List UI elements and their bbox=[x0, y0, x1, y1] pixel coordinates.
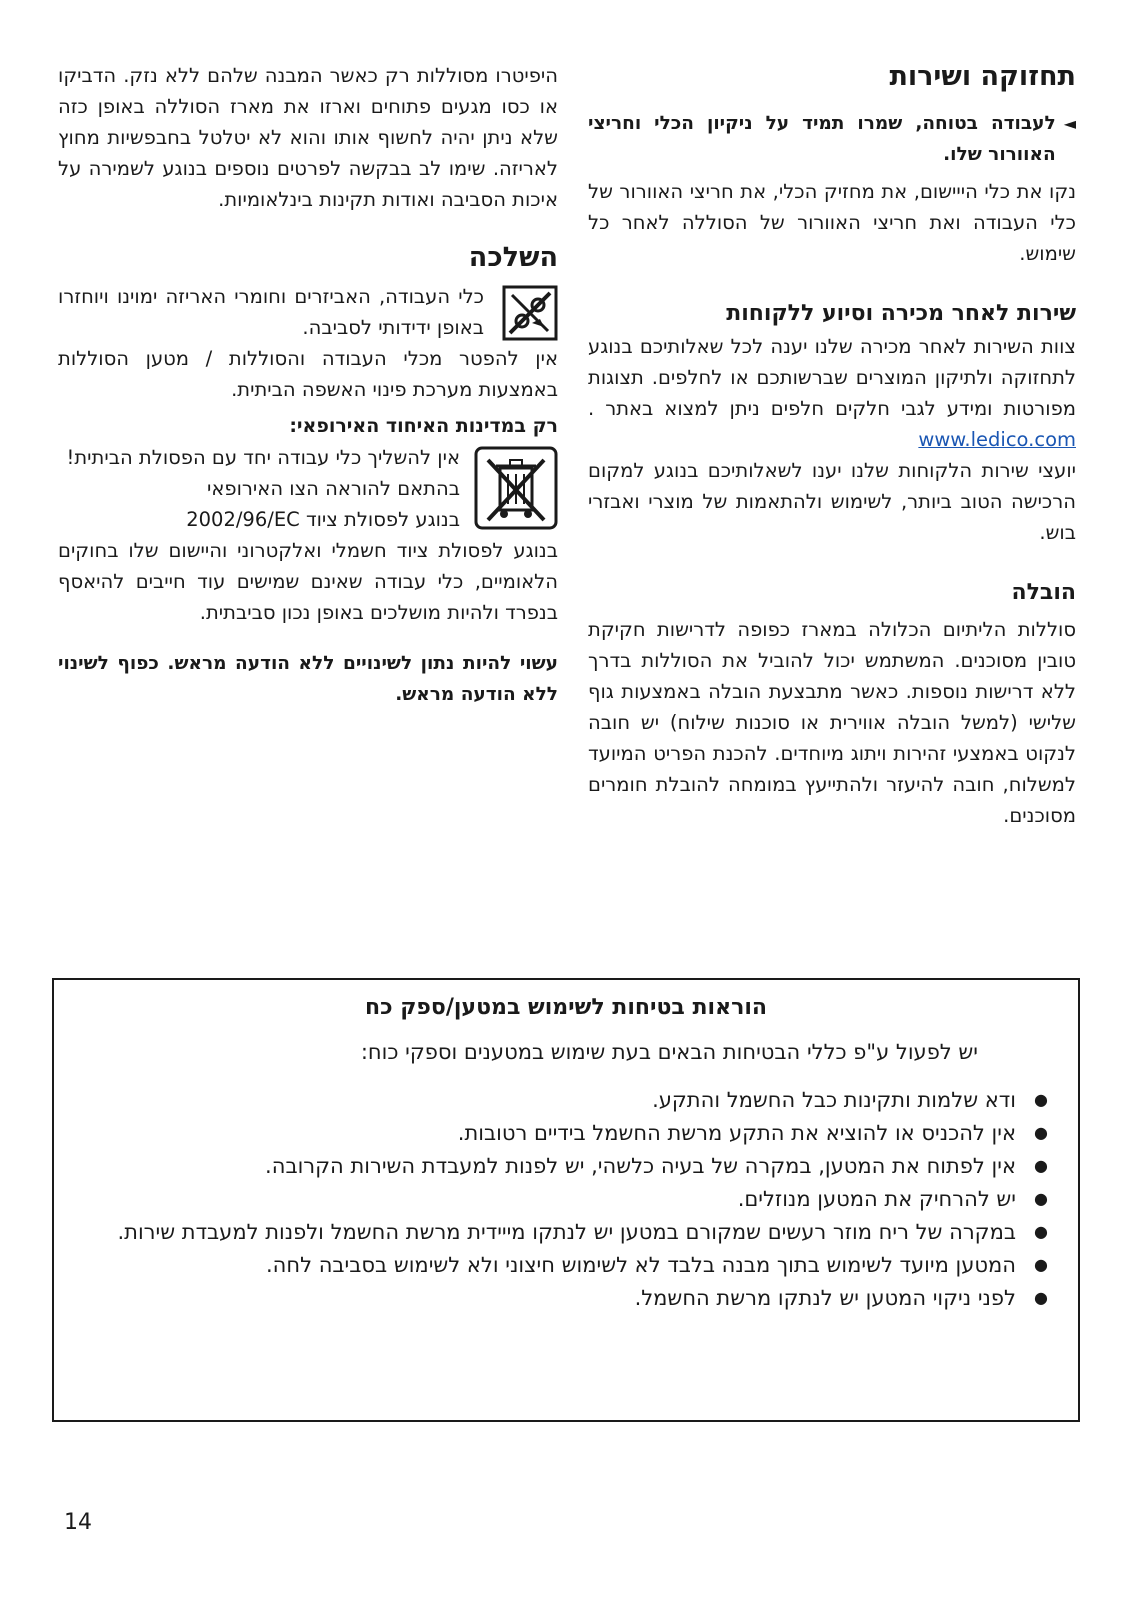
bullet-icon: ● bbox=[1034, 1189, 1048, 1208]
bullet-icon: ● bbox=[1034, 1123, 1048, 1142]
list-item-text: במקרה של ריח מוזר רעשים שמקורם במטען יש לנתקו מייידית מרשת החשמל ולפנות למעבדת שירות. bbox=[117, 1220, 1016, 1244]
list-item bbox=[80, 1216, 1052, 1248]
safety-intro: יש לפעול ע"פ כללי הבטיחות הבאים בעת שימוש במטענים וספקי כוח: bbox=[360, 1040, 978, 1064]
eu-body-b-text: בהתאם להוראה הצו האירופאי bbox=[207, 477, 460, 500]
maintenance-note bbox=[588, 108, 1076, 170]
list-item bbox=[80, 1117, 1052, 1149]
service-body-2: יועצי שירות הלקוחות שלנו יענו לשאלותיכם בנוגע למקום הרכישה הטוב ביותר, לשימוש ולהתאמות של מוצרי ואבזרי בוש. bbox=[588, 459, 1076, 544]
list-item-text: לפני ניקוי המטען יש לנתקו מרשת החשמל. bbox=[634, 1286, 1016, 1310]
list-item-text: אין להכניס או להוציא את התקע מרשת החשמל בידיים רטובות. bbox=[457, 1121, 1016, 1145]
bullet-icon: ● bbox=[1034, 1090, 1048, 1109]
list-item bbox=[80, 1282, 1052, 1314]
list-item-text: יש להרחיק את המטען מנוזלים. bbox=[737, 1187, 1016, 1211]
disposal-block bbox=[58, 281, 558, 405]
tools-recycle-icon bbox=[502, 285, 558, 341]
transport-body: סוללות הליתיום הכלולה במארז כפופה לדרישות חקיקת טובין מסוכנים. המשתמש יכול להוביל את הסוללות בדרך ללא דרישות נוספות. כאשר מתבצעת הובלה באמצעות גוף שלישי (למשל הובלה אווירית או סוכנות שילוח) יש חובה לנקוט באמצעי זהירות ויתוג מיוחדים. להכנת הפריט המיועד למשלוח, חובה להיעזר ולהתייעץ במומחה להובלת חומרים מסוכנים. bbox=[588, 618, 1076, 827]
list-item bbox=[80, 1084, 1052, 1116]
safety-instructions-box bbox=[52, 978, 1080, 1422]
bullet-icon: ● bbox=[1034, 1156, 1048, 1175]
bullet-icon: ● bbox=[1034, 1288, 1048, 1307]
eu-body-c: בנוגע לפסולת ציוד חשמלי ואלקטרוני והיישום שלו בחוקים הלאומיים, כלי עבודה שאינם שמישים עוד חייבים להיאסף בנפרד ולהיות מושלכים באופן נכון סביבתית. bbox=[58, 539, 558, 624]
maintenance-note-text: לעבודה בטוחה, שמרו תמיד על ניקיון הכלי וחריצי האוורור שלו. bbox=[588, 113, 1056, 165]
eu-block bbox=[58, 442, 558, 628]
subject-to-change-note: עשוי להיות נתון לשינויים ללא הודעה מראש. כפוף לשינוי ללא הודעה מראש. bbox=[58, 653, 558, 705]
service-body bbox=[588, 331, 1076, 455]
section-title-service: שירות לאחר מכירה וסיוע ללקוחות bbox=[726, 301, 1076, 326]
list-item-text: המטען מיועד לשימוש בתוך מבנה בלבד לא לשימוש חיצוני ולא לשימוש בסביבה לחה. bbox=[265, 1253, 1016, 1277]
website-link[interactable]: www.ledico.com bbox=[918, 428, 1076, 451]
section-title-maintenance: תחזוקה ושירות bbox=[889, 61, 1076, 92]
left-column bbox=[58, 60, 558, 710]
service-link-suffix: . bbox=[588, 397, 595, 420]
crossed-bin-icon bbox=[474, 446, 558, 530]
transport-continued: היפיטרו מסוללות רק כאשר המבנה שלהם ללא נזק. הדביקו או כסו מגעים פתוחים וארזו את מארז הסוללה באופן כזה שלא ניתן יהיה לחשוף אותו והוא לא יטלטל בחבפשיות מחוץ לאריזה. שימו לב בבקשה לפרטים נוספים בנוגע לשמירה על איכות הסביבה ואודות תקינות בינלאומיות. bbox=[58, 64, 558, 211]
page-number: 14 bbox=[64, 1510, 92, 1535]
eu-title: רק במדינות האיחוד האירופאי: bbox=[289, 415, 558, 437]
list-item-text: אין לפתוח את המטען, במקרה של בעיה כלשהי, יש לפנות למעבדת השירות הקרובה. bbox=[265, 1154, 1016, 1178]
list-item-text: ודא שלמות ותקינות כבל החשמל והתקע. bbox=[652, 1088, 1016, 1112]
list-item bbox=[80, 1150, 1052, 1182]
section-title-transport: הובלה bbox=[1011, 580, 1076, 605]
right-column bbox=[588, 60, 1076, 831]
arrow-icon: ◄ bbox=[1063, 114, 1076, 133]
list-item bbox=[80, 1249, 1052, 1281]
list-item bbox=[80, 1183, 1052, 1215]
safety-title: הוראות בטיחות לשימוש במטען/ספק כח bbox=[364, 995, 767, 1020]
disposal-para-2: אין להפטר מכלי העבודה והסוללות / מטען הסוללות באמצעות מערכת פינוי האשפה הביתית. bbox=[58, 347, 558, 401]
disposal-para-1: כלי העבודה, האביזרים וחומרי האריזה ימוינו ויוחזרו באופן ידידותי לסביבה. bbox=[58, 285, 484, 339]
service-body-text: צוות השירות לאחר מכירה שלנו יענה לכל שאלותיכם בנוגע לתחזוקה ולתיקון המוצרים שברשותכם או לחלפים. תצוגות מפורטות ומידע לגבי חלקים חלפים ניתן למצוא באתר bbox=[588, 335, 1076, 420]
safety-list bbox=[80, 1084, 1052, 1314]
eu-body-a: אין להשליך כלי עבודה יחד עם הפסולת הביתית! bbox=[66, 446, 460, 469]
section-title-disposal: השלכה bbox=[468, 242, 558, 273]
bullet-icon: ● bbox=[1034, 1222, 1048, 1241]
maintenance-body: נקו את כלי הייישום, את מחזיק הכלי, את חריצי האוורור של כלי העבודה ואת חריצי האוורור של הסוללה לאחר כל שימוש. bbox=[588, 180, 1076, 265]
eu-directive-line: בנוגע לפסולת ציוד 2002/96/EC bbox=[186, 508, 460, 531]
eu-directive: 2002/96/EC bbox=[186, 508, 300, 531]
bullet-icon: ● bbox=[1034, 1255, 1048, 1274]
